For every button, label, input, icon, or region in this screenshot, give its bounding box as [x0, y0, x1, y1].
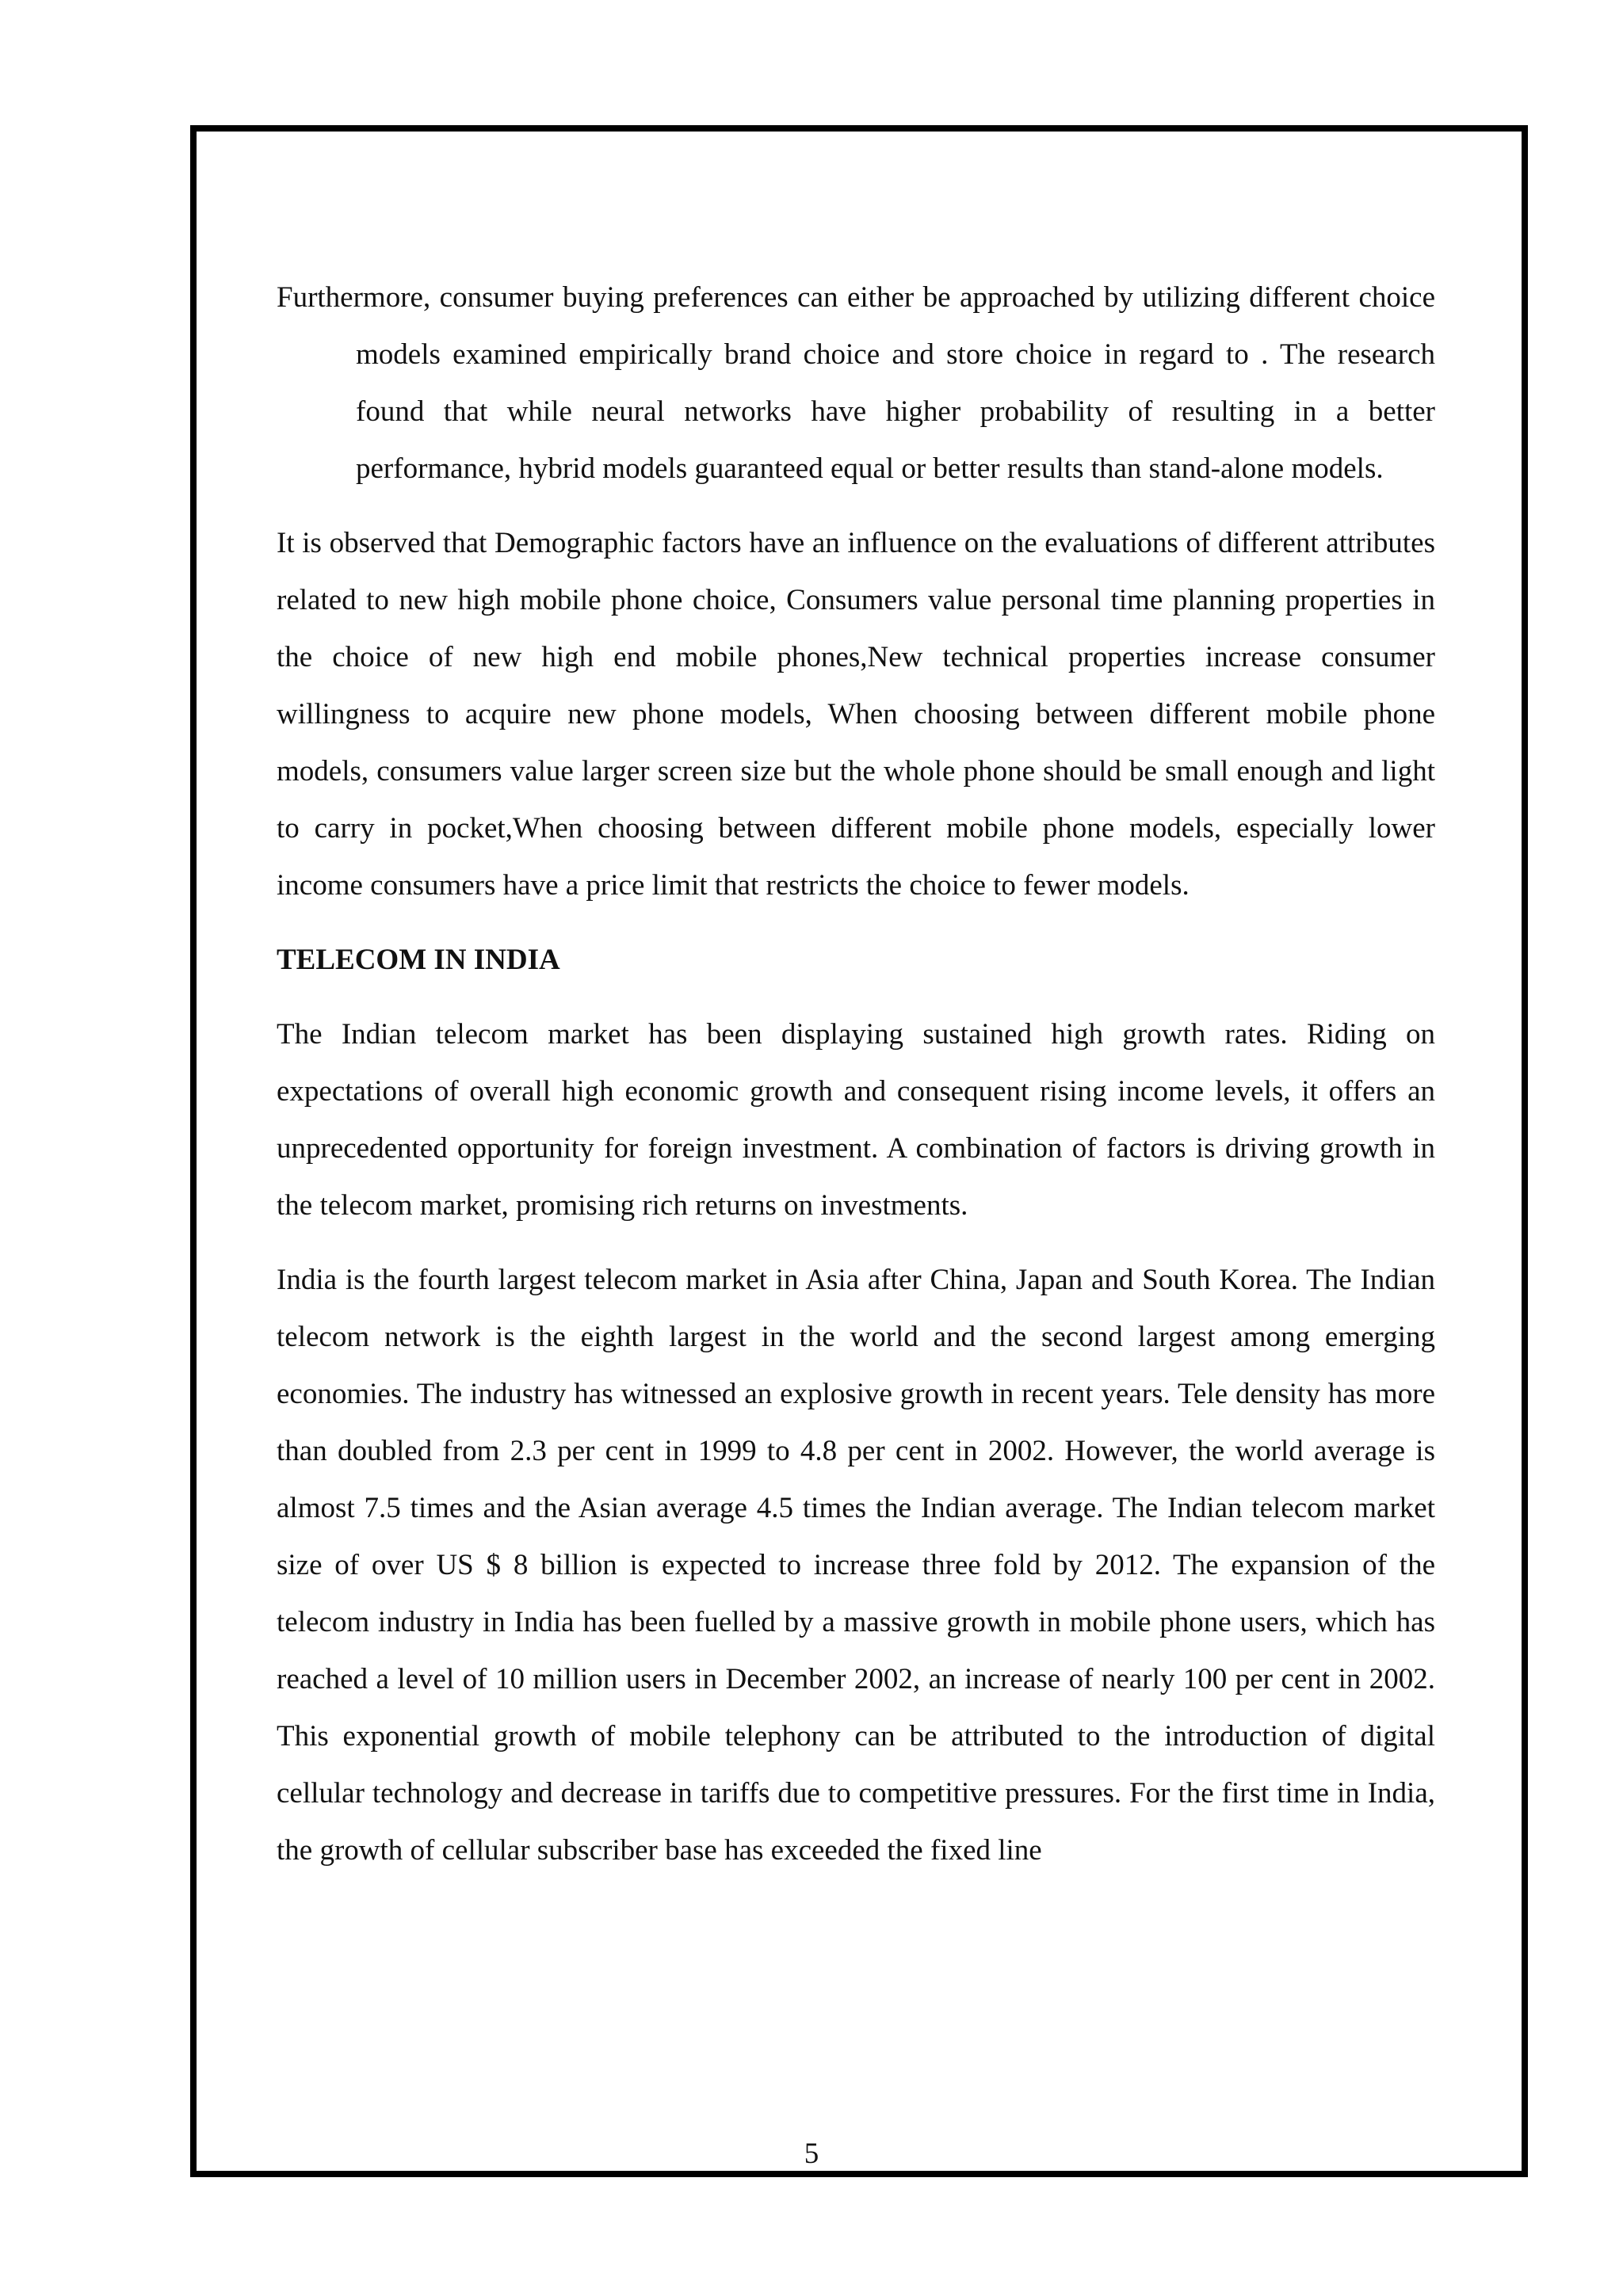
document-body	[277, 269, 1435, 1897]
paragraph-consumer-preferences: Furthermore, consumer buying preferences can either be approached by utilizing different choice models examined empirically brand choice and store choice in regard to . The research found that while neural networks have higher probability of resulting in a better performance, hybrid models guaranteed equal or better results than stand-alone models.	[277, 281, 1435, 485]
paragraph-demographic-factors: It is observed that Demographic factors have an influence on the evaluations of different attributes related to new high mobile phone choice, Consumers value personal time planning properties in the choice of new high end mobile phones,New technical properties increase consumer willingness to acquire new phone models, When choosing between different mobile phone models, consumers value larger screen size but the whole phone should be small enough and light to carry in pocket,When choosing between different mobile phone models, especially lower income consumers have a price limit that restricts the choice to fewer models.	[277, 527, 1435, 902]
section-heading-telecom-india: TELECOM IN INDIA	[277, 944, 560, 976]
paragraph-telecom-growth: India is the fourth largest telecom market in Asia after China, Japan and South Korea. The Indian telecom network is the eighth largest in the world and the second largest among emerging economies. The industry has witnessed an explosive growth in recent years. Tele density has more than doubled from 2.3 per cent in 1999 to 4.8 per cent in 2002. However, the world average is almost 7.5 times and the Asian average 4.5 times the Indian average. The Indian telecom market size of over US $ 8 billion is expected to increase three fold by 2012. The expansion of the telecom industry in India has been fuelled by a massive growth in mobile phone users, which has reached a level of 10 million users in December 2002, an increase of nearly 100 per cent in 2002. This exponential growth of mobile telephony can be attributed to the introduction of digital cellular technology and decrease in tariffs due to competitive pressures. For the first time in India, the growth of cellular subscriber base has exceeded the fixed line	[277, 1264, 1435, 1867]
paragraph-telecom-market: The Indian telecom market has been displaying sustained high growth rates. Riding on expectations of overall high economic growth and consequent rising income levels, it offers an unprecedented opportunity for foreign investment. A combination of factors is driving growth in the telecom market, promising rich returns on investments.	[277, 1018, 1435, 1222]
page-number: 5	[804, 2138, 819, 2170]
